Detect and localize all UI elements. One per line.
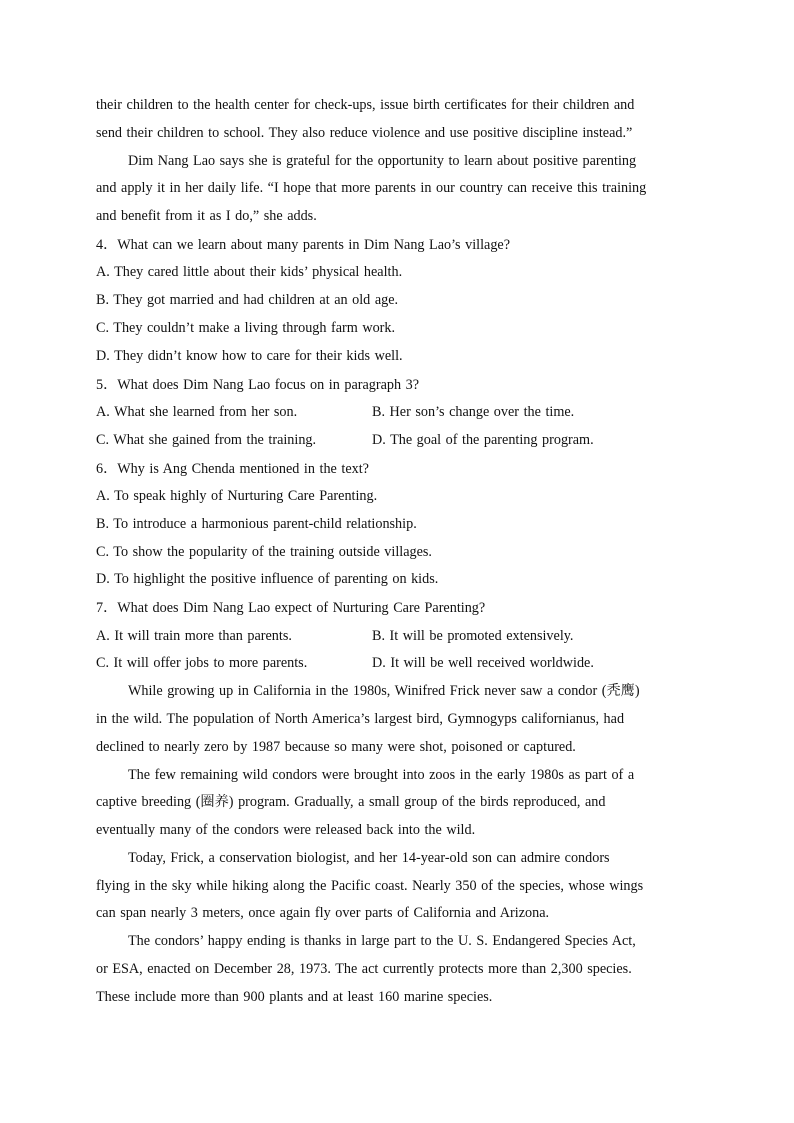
question-6-stem: 6．Why is Ang Chenda mentioned in the text?	[96, 460, 369, 477]
text-line: in the wild. The population of North America’s largest bird, Gymnogyps californianus, had	[96, 710, 625, 727]
question-7-option-a: A. It will train more than parents.	[96, 627, 292, 644]
question-5-option-c: C. What she gained from the training.	[96, 431, 317, 448]
text-line: declined to nearly zero by 1987 because so many were shot, poisoned or captured.	[96, 738, 576, 755]
question-4-option-a: A. They cared little about their kids’ physical health.	[96, 264, 403, 281]
question-4-option-c: C. They couldn’t make a living through farm work.	[96, 319, 396, 336]
question-5-options-row-1	[96, 399, 692, 427]
question-5-option-d: D. The goal of the parenting program.	[372, 431, 594, 448]
question-5-option-b: B. Her son’s change over the time.	[372, 403, 575, 420]
question-7-options-row-1	[96, 623, 692, 651]
paragraph-start-line: The condors’ happy ending is thanks in large part to the U. S. Endangered Species Act,	[128, 933, 636, 950]
text-line: flying in the sky while hiking along the Pacific coast. Nearly 350 of the species, whose wings	[96, 877, 644, 894]
text-line: and apply it in her daily life. “I hope that more parents in our country can receive this training	[96, 180, 647, 197]
question-4-option-b: B. They got married and had children at an old age.	[96, 292, 399, 309]
text-line: send their children to school. They also reduce violence and use positive discipline instead.”	[96, 124, 633, 141]
question-7-options-row-2	[96, 650, 692, 678]
question-4-stem: 4．What can we learn about many parents in Dim Nang Lao’s village?	[96, 236, 511, 253]
document-content	[96, 92, 692, 1012]
text-line: eventually many of the condors were released back into the wild.	[96, 822, 476, 839]
paragraph-start-line: Today, Frick, a conservation biologist, and her 14-year-old son can admire condors	[128, 849, 610, 866]
question-6-option-c: C. To show the popularity of the training outside villages.	[96, 543, 432, 560]
text-line: and benefit from it as I do,” she adds.	[96, 208, 317, 225]
question-7-option-d: D. It will be well received worldwide.	[372, 655, 594, 672]
paragraph-start-line: The few remaining wild condors were brought into zoos in the early 1980s as part of a	[128, 766, 635, 783]
question-5-options-row-2	[96, 427, 692, 455]
question-6-option-d: D. To highlight the positive influence of parenting on kids.	[96, 571, 439, 588]
question-6-option-b: B. To introduce a harmonious parent-child relationship.	[96, 515, 417, 532]
question-7-stem: 7．What does Dim Nang Lao expect of Nurturing Care Parenting?	[96, 600, 486, 617]
text-line: captive breeding (圈养) program. Gradually, a small group of the birds reproduced, and	[96, 794, 606, 811]
text-line: can span nearly 3 meters, once again fly over parts of California and Arizona.	[96, 905, 550, 922]
question-4-option-d: D. They didn’t know how to care for their kids well.	[96, 347, 403, 364]
text-line: or ESA, enacted on December 28, 1973. The act currently protects more than 2,300 species.	[96, 961, 632, 978]
question-5-stem: 5．What does Dim Nang Lao focus on in paragraph 3?	[96, 376, 420, 393]
paragraph-start-line: While growing up in California in the 1980s, Winifred Frick never saw a condor (秃鹰)	[128, 683, 640, 700]
question-6-option-a: A. To speak highly of Nurturing Care Parenting.	[96, 487, 378, 504]
question-5-option-a: A. What she learned from her son.	[96, 403, 298, 420]
question-7-option-c: C. It will offer jobs to more parents.	[96, 655, 308, 672]
text-line: their children to the health center for check-ups, issue birth certificates for their children and	[96, 97, 635, 113]
paragraph-start-line: Dim Nang Lao says she is grateful for the opportunity to learn about positive parenting	[128, 152, 637, 169]
text-line: These include more than 900 plants and at least 160 marine species.	[96, 988, 493, 1005]
question-7-option-b: B. It will be promoted extensively.	[372, 627, 574, 644]
